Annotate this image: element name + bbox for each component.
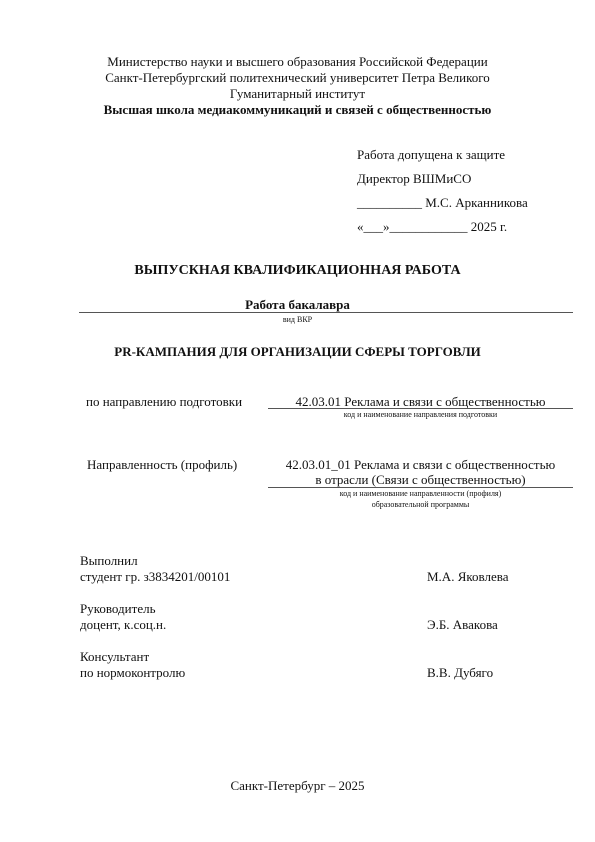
ministry-line: Министерство науки и высшего образования Российской Федерации	[107, 54, 488, 69]
consultant-name: В.В. Дубяго	[427, 665, 494, 680]
school-line: Высшая школа медиакоммуникаций и связей с общественностью	[103, 102, 492, 117]
approval-admitted: Работа допущена к защите	[357, 147, 506, 162]
page-title: ВЫПУСКНАЯ КВАЛИФИКАЦИОННАЯ РАБОТА	[134, 263, 461, 278]
student-name: М.А. Яковлева	[427, 569, 509, 584]
supervisor-role: Руководитель	[80, 601, 156, 616]
profile-label: Направленность (профиль)	[87, 457, 238, 472]
city-year: Санкт-Петербург – 2025	[230, 778, 365, 793]
supervisor-name: Э.Б. Авакова	[427, 617, 498, 632]
work-type-underline	[79, 312, 573, 313]
institute-line: Гуманитарный институт	[229, 86, 366, 101]
work-type-value: Работа бакалавра	[245, 297, 350, 312]
profile-underline	[268, 487, 573, 488]
direction-value: 42.03.01 Реклама и связи с общественностью	[295, 394, 546, 409]
student-group: студент гр. з3834201/00101	[80, 569, 231, 584]
student-role: Выполнил	[80, 553, 138, 568]
direction-underline	[268, 408, 573, 409]
profile-value-line1: 42.03.01_01 Реклама и связи с общественностью	[285, 457, 556, 472]
work-type-caption: вид ВКР	[282, 315, 313, 324]
approval-director: Директор ВШМиСО	[357, 171, 472, 186]
consultant-role: Консультант	[80, 649, 150, 664]
university-line: Санкт-Петербургский политехнический университет Петра Великого	[105, 70, 490, 85]
supervisor-position: доцент, к.соц.н.	[80, 617, 167, 632]
profile-caption-line2: образовательной программы	[371, 500, 470, 509]
consultant-position: по нормоконтролю	[80, 665, 186, 680]
approval-signature: __________ М.С. Арканникова	[357, 195, 528, 210]
thesis-topic: PR-КАМПАНИЯ ДЛЯ ОРГАНИЗАЦИИ СФЕРЫ ТОРГОВЛИ	[114, 344, 481, 359]
direction-caption: код и наименование направления подготовки	[343, 410, 498, 419]
profile-caption-line1: код и наименование направленности (профиля)	[339, 489, 502, 498]
direction-label: по направлению подготовки	[86, 394, 243, 409]
approval-date: «___»____________ 2025 г.	[357, 219, 508, 234]
profile-value-line2: в отрасли (Связи с общественностью)	[315, 472, 526, 487]
